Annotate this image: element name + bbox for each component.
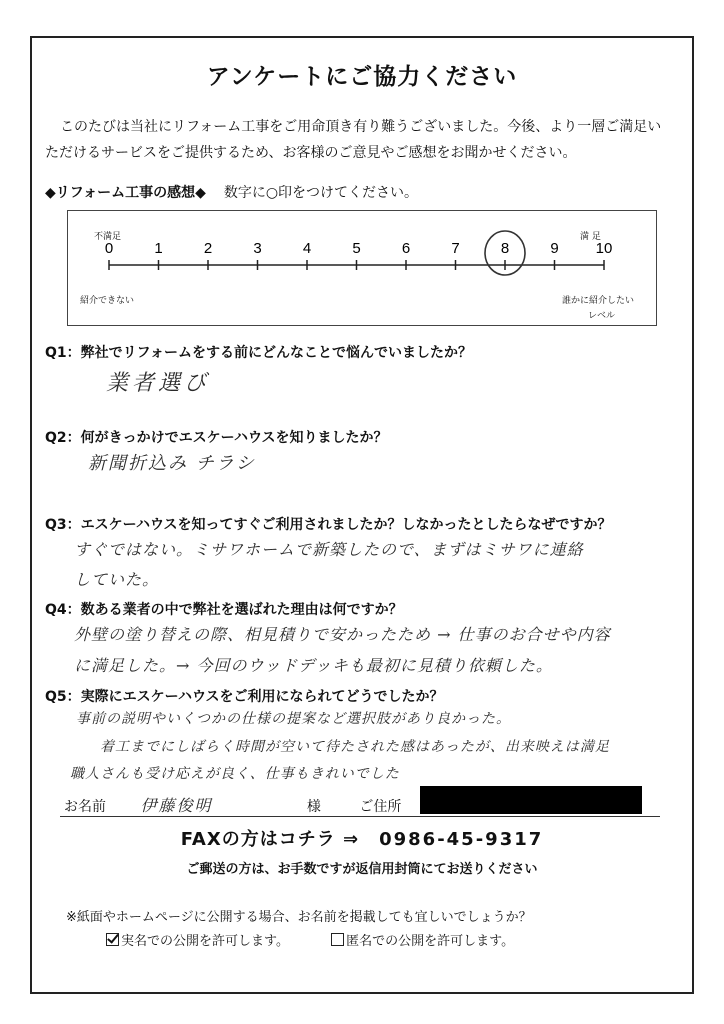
question-2: Q2：何がきっかけでエスケーハウスを知りましたか？ <box>45 430 388 446</box>
fax-label: FAXの方はコチラ ⇒ <box>180 829 360 850</box>
question-4: Q4：数ある業者の中で弊社を選ばれた理由は何ですか？ <box>45 602 403 618</box>
rating-heading: ◆リフォーム工事の感想◆ <box>45 185 206 201</box>
rating-scale <box>67 210 657 326</box>
fax-number: 0986-45-9317 <box>379 829 544 850</box>
question-5: Q5：実際にエスケーハウスをご利用になられてどうでしたか？ <box>45 689 444 705</box>
question-3: Q3：エスケーハウスを知ってすぐご利用されましたか？しなかったとしたらなぜですか？ <box>45 517 612 533</box>
fax-row <box>0 825 724 851</box>
scale-number-10[interactable]: 10 <box>595 240 613 257</box>
name-row <box>64 793 401 816</box>
scale-number-1[interactable]: 1 <box>154 240 163 257</box>
answer-5-line-2: 着工までにしばらく時間が空いて待たされた感はあったが、出来映えは満足 <box>100 739 610 755</box>
scale-number-9[interactable]: 9 <box>550 240 559 257</box>
intro-line-1: このたびは当社にリフォーム工事をご用命頂き有り難うございました。今後、より一層ご満足い <box>60 119 662 135</box>
honorific: 様 <box>306 799 321 815</box>
answer-3-line-1: すぐではない。ミサワホームで新築したので、まずはミサワに連絡 <box>74 540 584 559</box>
scale-number-3[interactable]: 3 <box>253 240 262 257</box>
scale-left-bottom-label: 紹介できない <box>80 296 135 306</box>
scale-right-bottom-label-2: レベル <box>588 311 616 321</box>
answer-5-line-1: 事前の説明やいくつかの仕様の提案など選択肢があり良かった。 <box>76 711 511 727</box>
scale-number-4[interactable]: 4 <box>302 240 312 257</box>
scale-number-0[interactable]: 0 <box>104 240 114 257</box>
answer-5-line-3: 職人さんも受け応えが良く、仕事もきれいでした <box>70 766 400 782</box>
scale-number-8[interactable]: 8 <box>500 240 510 257</box>
name-value: 伊藤俊明 <box>140 796 213 815</box>
scale-line <box>68 211 656 325</box>
real-name-checkbox[interactable] <box>106 933 119 946</box>
real-name-option-label: 実名での公開を許可します。 <box>121 934 289 949</box>
answer-4-line-2: に満足した。→ 今回のウッドデッキも最初に見積り依頼した。 <box>74 656 553 675</box>
scale-number-7[interactable]: 7 <box>451 240 460 257</box>
publication-question: ※紙面やホームページに公開する場合、お名前を掲載しても宜しいでしょうか？ <box>66 910 532 925</box>
answer-1-line-1: 業者選び <box>106 371 211 396</box>
anonymous-checkbox[interactable] <box>331 933 344 946</box>
name-label: お名前 <box>64 799 106 815</box>
intro-text <box>45 114 690 166</box>
answer-2-line-1: 新聞折込み チラシ <box>88 453 256 474</box>
name-underline <box>60 816 660 817</box>
rating-instruction: 数字に○印をつけてください。 <box>223 185 419 201</box>
intro-line-2: ただけるサービスをご提供するため、お客様のご意見やご感想をお聞かせください。 <box>45 145 577 161</box>
mail-note: ご郵送の方は、お手数ですが返信用封筒にてお送りください <box>186 862 538 877</box>
question-1: Q1：弊社でリフォームをする前にどんなことで悩んでいましたか？ <box>45 345 472 361</box>
scale-number-2[interactable]: 2 <box>203 240 213 257</box>
scale-number-5[interactable]: 5 <box>352 240 361 257</box>
anonymous-option-label: 匿名での公開を許可します。 <box>346 934 515 949</box>
scale-left-top-label: 不満足 <box>94 232 122 242</box>
scale-right-bottom-label-1: 誰かに紹介したい <box>562 296 635 306</box>
redacted-address <box>420 786 642 814</box>
form-title: アンケートにご協力ください <box>206 64 518 90</box>
scale-right-top-label: 満 足 <box>580 232 601 242</box>
publication-options <box>106 930 514 949</box>
answer-4-line-1: 外壁の塗り替えの際、相見積りで安かったため → 仕事のお合せや内容 <box>74 625 611 644</box>
address-label: ご住所 <box>359 799 402 815</box>
rating-heading-row <box>45 182 418 202</box>
scale-number-6[interactable]: 6 <box>401 240 411 257</box>
answer-3-line-2: していた。 <box>74 570 160 589</box>
